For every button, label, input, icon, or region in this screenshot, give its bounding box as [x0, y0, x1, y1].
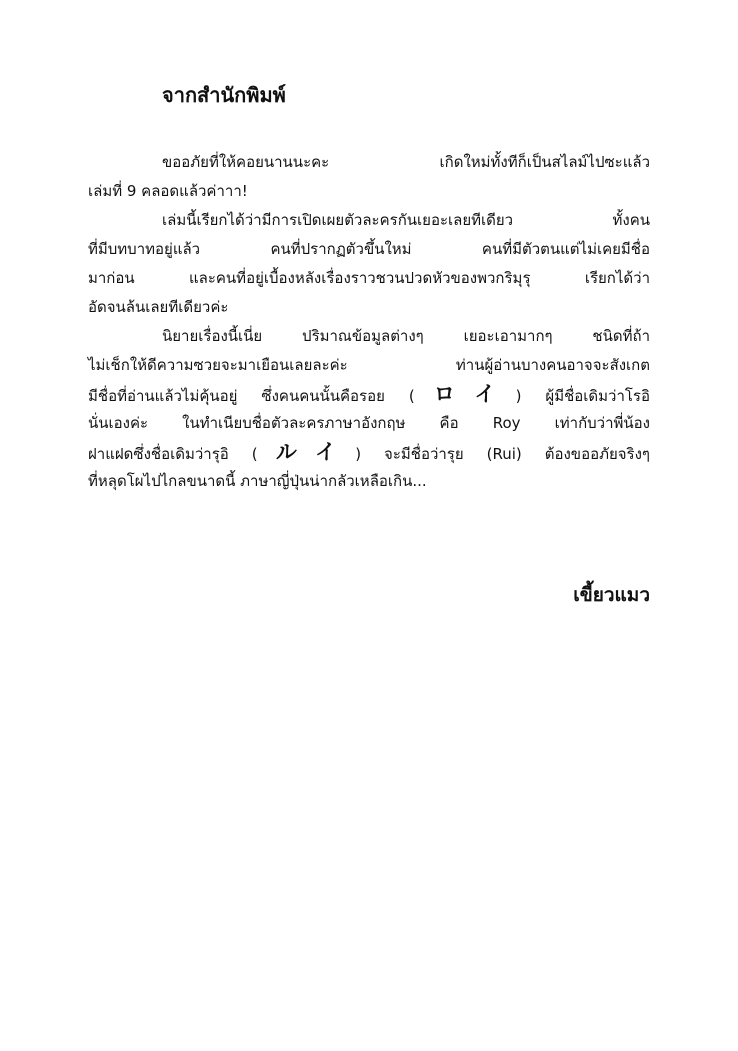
signature: เขี้ยวแมว	[573, 584, 650, 606]
paragraph-2-line-4: อัดจนล้นเลยทีเดียวค่ะ	[88, 298, 229, 316]
japanese-name-roi: ロイ	[414, 382, 516, 406]
text-segment: ) จะมีชื่อว่ารุย (Rui) ต้องขออภัยจริงๆ	[355, 445, 650, 463]
japanese-name-rui: ルイ	[257, 440, 356, 464]
paragraph-3-line-6: ที่หลุดโผไปไกลขนาดนี้ ภาษาญี่ปุ่นน่ากลัวเหลือเกิน...	[88, 472, 427, 490]
paragraph-1-line-1: ขออภัยที่ให้คอยนานนะคะ เกิดใหม่ทั้งทีก็เป็นสไลม์ไปซะแล้ว	[162, 153, 650, 171]
note-body	[88, 148, 650, 496]
paragraph-3-line-1: นิยายเรื่องนี้เนี่ย ปริมาณข้อมูลต่างๆ เยอะเอามากๆ ชนิดที่ถ้า	[162, 327, 650, 345]
text-segment: ฝาแฝดซึ่งชื่อเดิมว่ารุอิ (	[88, 445, 258, 463]
paragraph-3-line-3	[88, 380, 650, 409]
text-segment: ) ผู้มีชื่อเดิมว่าโรอิ	[515, 387, 650, 405]
paragraph-2-line-2: ที่มีบทบาทอยู่แล้ว คนที่ปรากฏตัวขึ้นใหม่ คนที่มีตัวตนแต่ไม่เคยมีชื่อ	[88, 240, 650, 258]
paragraph-3-line-5	[88, 438, 650, 467]
paragraph-3-line-4: นั่นเองค่ะ ในทำเนียบชื่อตัวละครภาษาอังกฤษ คือ Roy เท่ากับว่าพี่น้อง	[88, 414, 650, 432]
paragraph-2-line-3: มาก่อน และคนที่อยู่เบื้องหลังเรื่องราวชวนปวดหัวของพวกริมุรุ เรียกได้ว่า	[88, 269, 650, 287]
page-heading: จากสำนักพิมพ์	[162, 83, 286, 107]
paragraph-2-line-1: เล่มนี้เรียกได้ว่ามีการเปิดเผยตัวละครกันเยอะเลยทีเดียว ทั้งคน	[162, 211, 650, 229]
text-segment: มีชื่อที่อ่านแล้วไม่คุ้นอยู่ ซึ่งคนคนนั้นคือรอย (	[88, 387, 415, 405]
paragraph-3-line-2: ไม่เช็กให้ดีความซวยจะมาเยือนเลยละค่ะ ท่านผู้อ่านบางคนอาจจะสังเกต	[88, 356, 650, 374]
paragraph-1-line-2: เล่มที่ 9 คลอดแล้วค่าาา!	[88, 182, 248, 200]
